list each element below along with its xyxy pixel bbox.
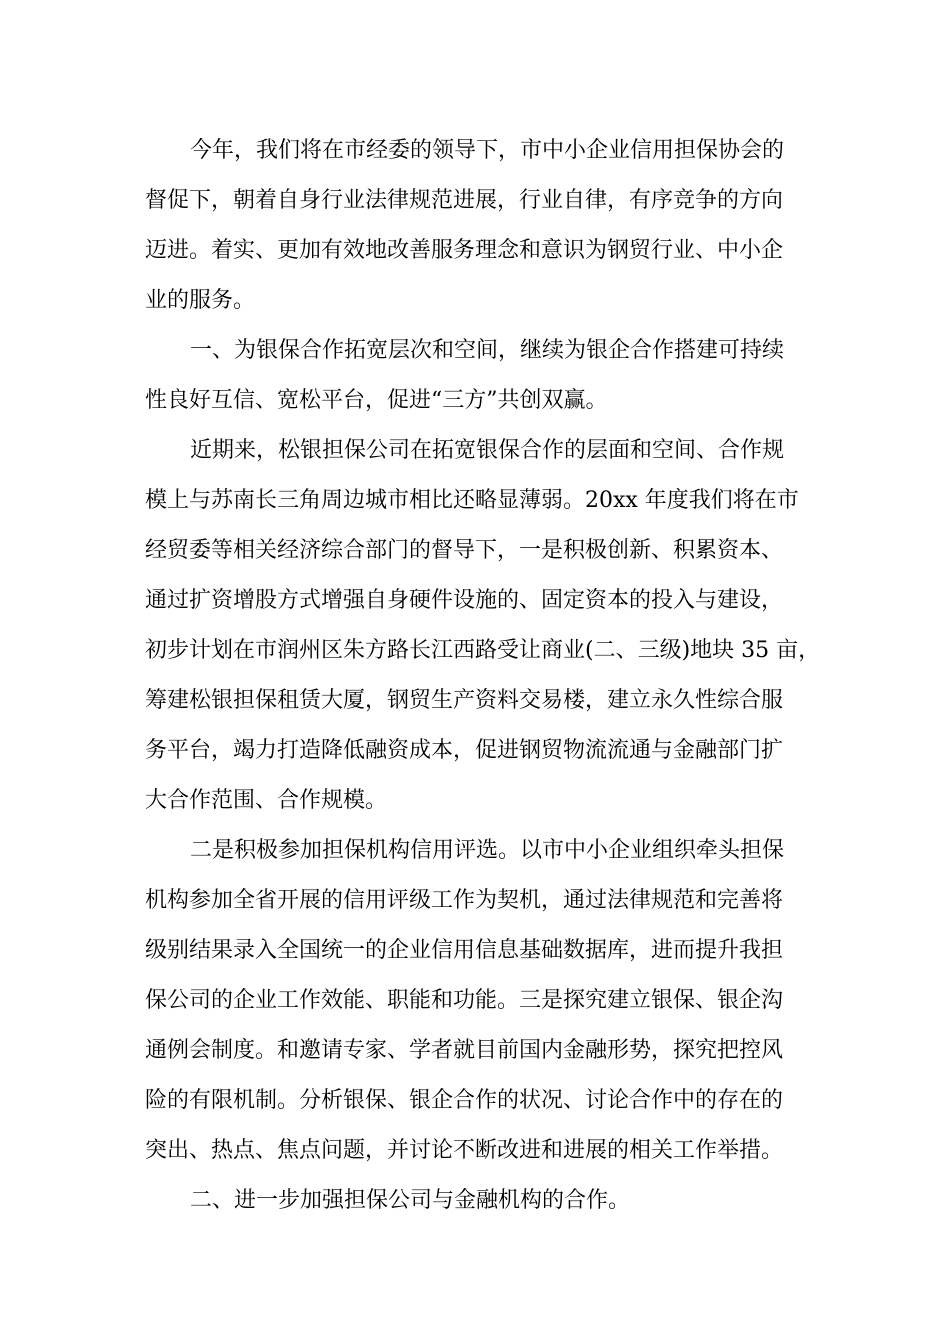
paragraph-4-line-7: 突出、热点、焦点问题，并讨论不断改进和进展的相关工作举措。 bbox=[145, 1138, 784, 1163]
paragraph-4-line-2: 机构参加全省开展的信用评级工作为契机，通过法律规范和完善将 bbox=[145, 888, 784, 913]
paragraph-4-line-5: 通例会制度。和邀请专家、学者就目前国内金融形势，探究把控风 bbox=[145, 1038, 784, 1063]
paragraph-3-line-5: 初步计划在市润州区朱方路长江西路受让商业(二、三级)地块 35 亩， bbox=[145, 638, 821, 663]
paragraph-4-line-6: 险的有限机制。分析银保、银企合作的状况、讨论合作中的存在的 bbox=[145, 1088, 784, 1113]
paragraph-4-line-1: 二是积极参加担保机构信用评选。以市中小企业组织牵头担保 bbox=[190, 838, 785, 863]
paragraph-2-line-1: 一、为银保合作拓宽层次和空间，继续为银企合作搭建可持续 bbox=[190, 338, 785, 363]
paragraph-3-line-1: 近期来，松银担保公司在拓宽银保合作的层面和空间、合作规 bbox=[190, 438, 785, 463]
paragraph-1-line-1: 今年，我们将在市经委的领导下，市中小企业信用担保协会的 bbox=[190, 138, 785, 163]
paragraph-1-line-4: 业的服务。 bbox=[145, 288, 256, 313]
paragraph-3-line-3: 经贸委等相关经济综合部门的督导下，一是积极创新、积累资本、 bbox=[145, 538, 784, 563]
paragraph-4-line-4: 保公司的企业工作效能、职能和功能。三是探究建立银保、银企沟 bbox=[145, 988, 784, 1013]
paragraph-4-line-3: 级别结果录入全国统一的企业信用信息基础数据库，进而提升我担 bbox=[145, 938, 784, 963]
paragraph-2-line-2: 性良好互信、宽松平台，促进“三方”共创双赢。 bbox=[145, 388, 608, 413]
paragraph-3-line-7: 务平台，竭力打造降低融资成本，促进钢贸物流流通与金融部门扩 bbox=[145, 738, 784, 763]
paragraph-3-line-2: 模上与苏南长三角周边城市相比还略显薄弱。20xx 年度我们将在市 bbox=[145, 488, 799, 513]
paragraph-3-line-6: 筹建松银担保租赁大厦，钢贸生产资料交易楼，建立永久性综合服 bbox=[145, 688, 784, 713]
paragraph-5-line-1: 二、进一步加强担保公司与金融机构的合作。 bbox=[190, 1188, 631, 1213]
paragraph-3-line-4: 通过扩资增股方式增强自身硬件设施的、固定资本的投入与建设， bbox=[145, 588, 784, 613]
paragraph-1-line-2: 督促下，朝着自身行业法律规范进展，行业自律，有序竞争的方向 bbox=[145, 188, 784, 213]
paragraph-3-line-8: 大合作范围、合作规模。 bbox=[145, 788, 388, 813]
paragraph-1-line-3: 迈进。着实、更加有效地改善服务理念和意识为钢贸行业、中小企 bbox=[145, 238, 784, 263]
